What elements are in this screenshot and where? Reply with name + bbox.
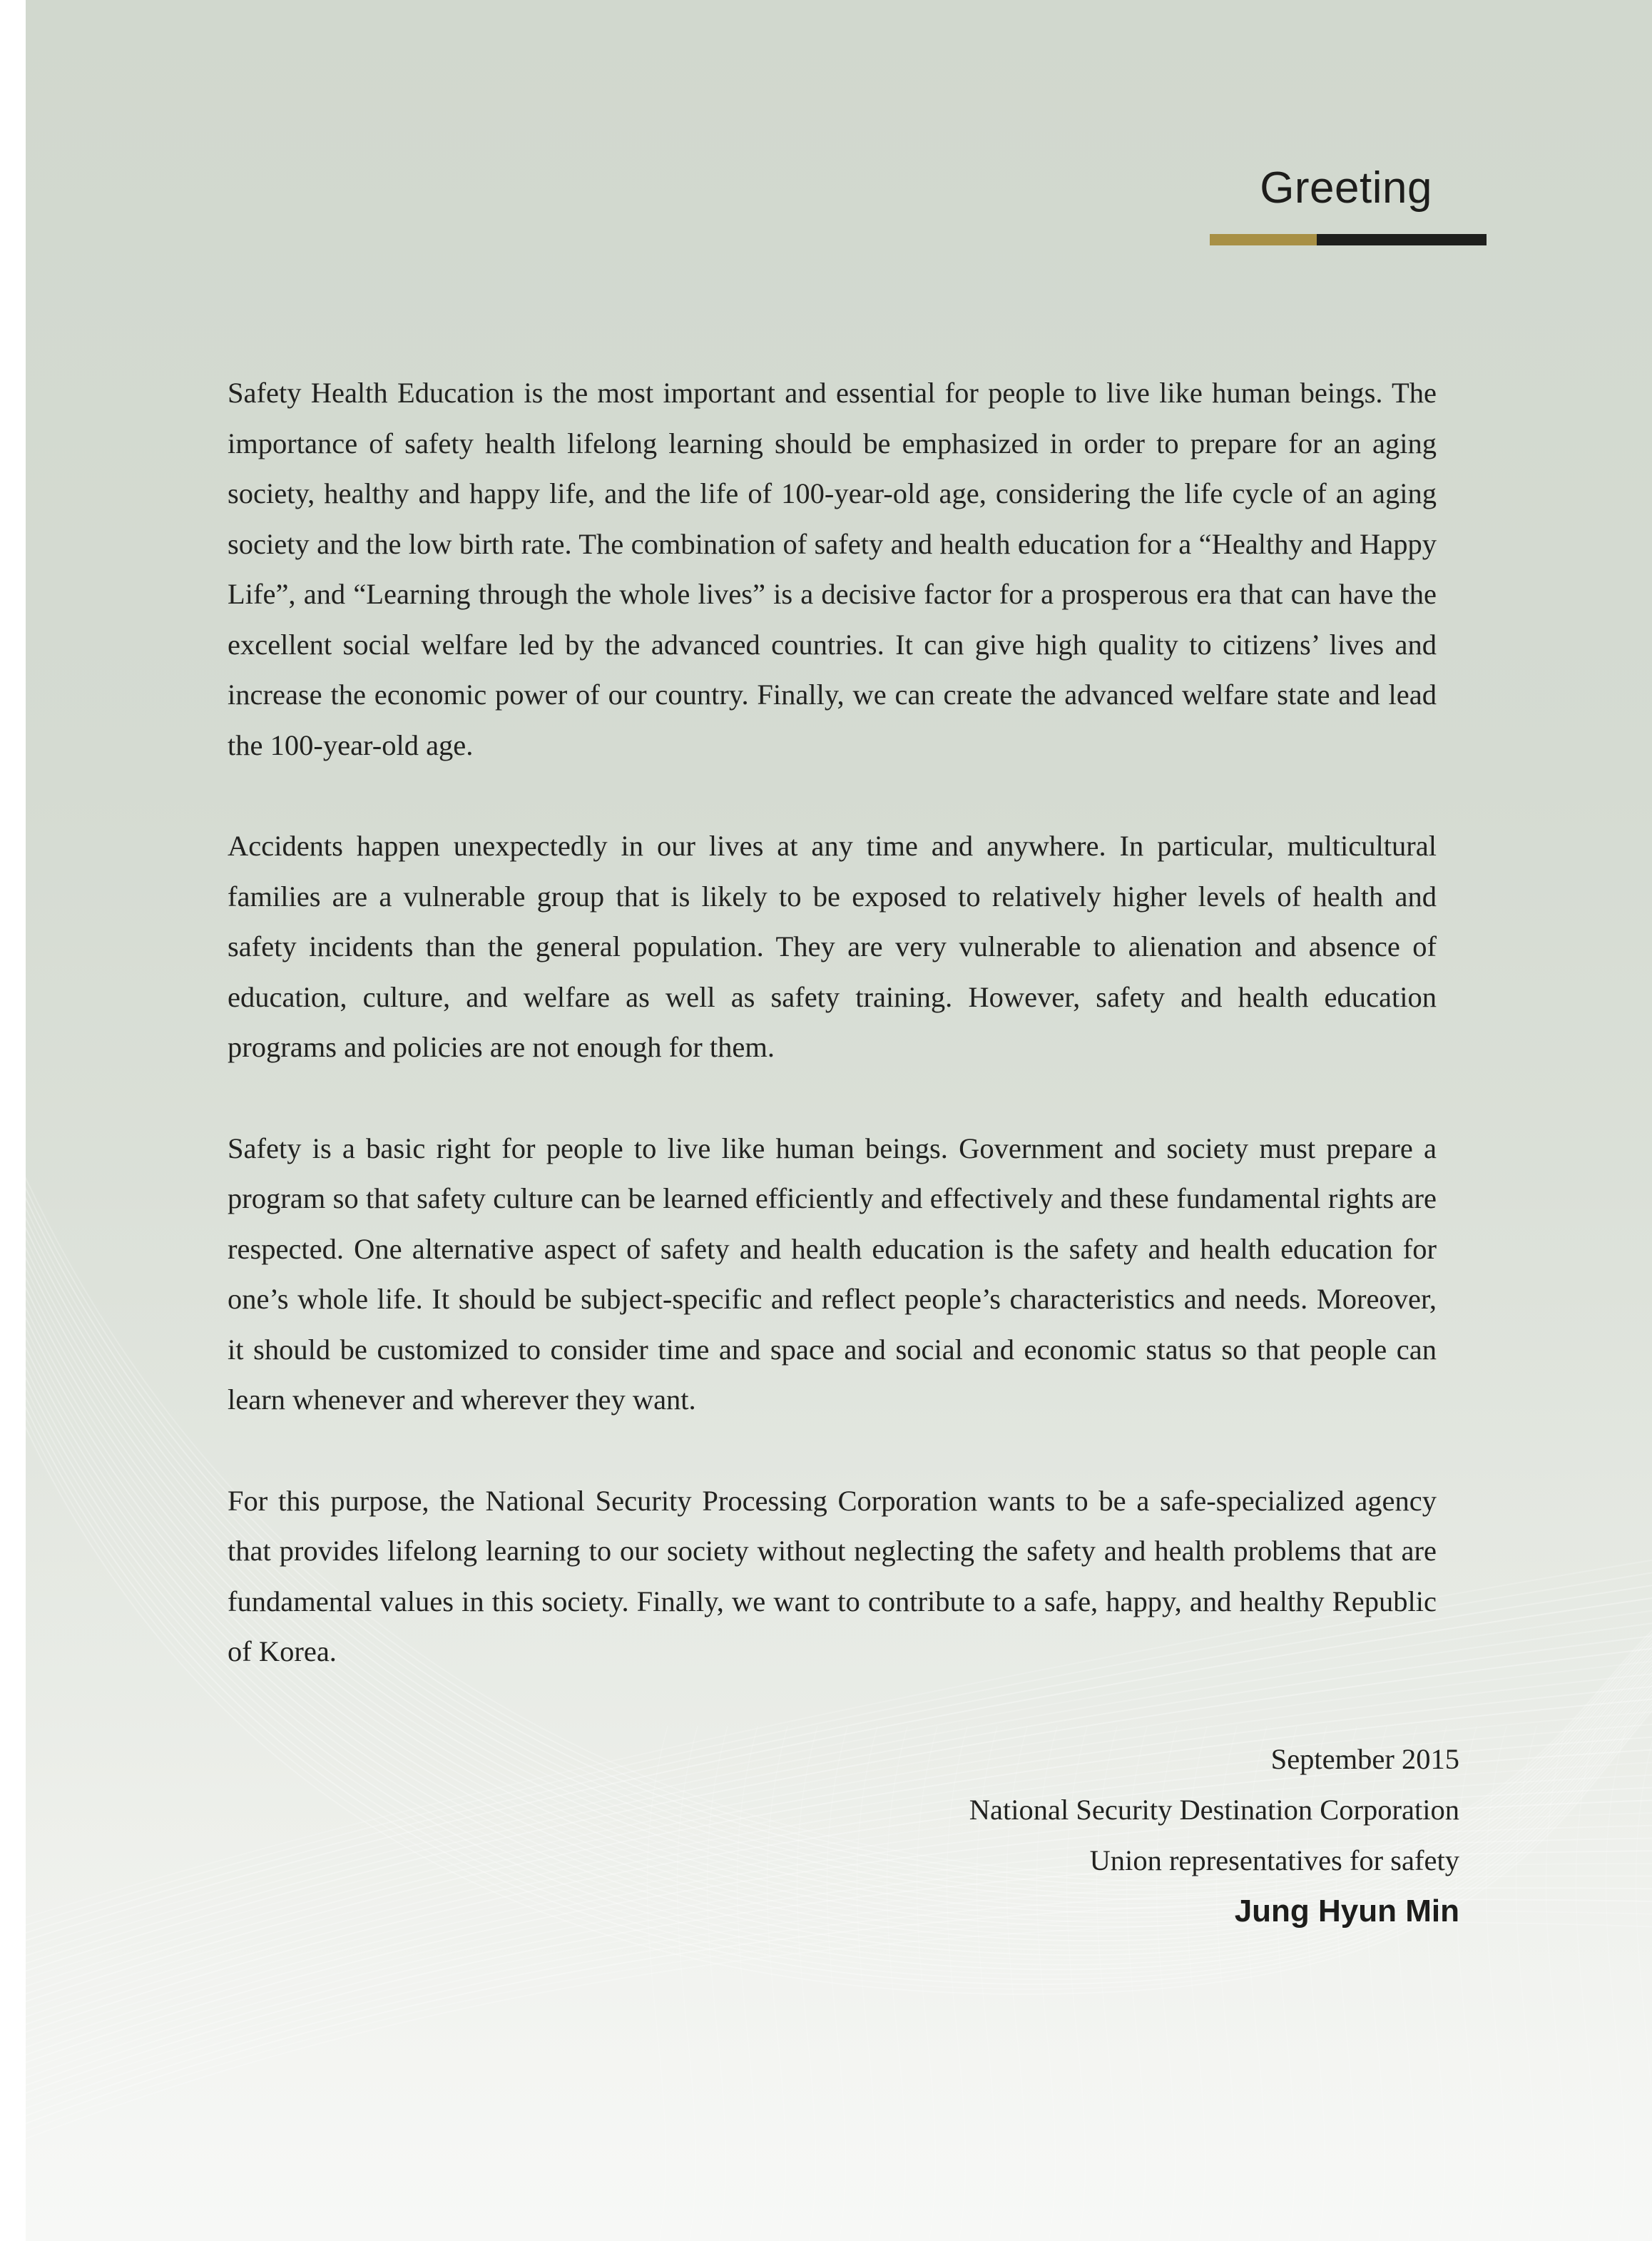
greeting-body <box>228 368 1437 1728</box>
paragraph-3: Safety is a basic right for people to live like human beings. Government and society must prepare a program so that safety culture can be learned efficiently and effectively and these fundamental rights are respected. One alternative aspect of safety and health education is the safety and health education for one’s whole life. It should be subject-specific and reflect people’s characteristics and needs. Moreover, it should be customized to consider time and space and social and economic status so that people can learn whenever and wherever they want. <box>228 1132 1437 1416</box>
signature-block <box>969 1734 1459 1937</box>
signature-role: Union representatives for safety <box>1089 1844 1459 1876</box>
page-title: Greeting <box>1260 163 1432 213</box>
title-underline-gold <box>1210 234 1317 245</box>
signature-organization: National Security Destination Corporation <box>969 1794 1459 1826</box>
paragraph-1: Safety Health Education is the most important and essential for people to live like human beings. The importance of safety health lifelong learning should be emphasized in order to prepare for an aging society, healthy and happy life, and the life of 100-year-old age, considering the life cycle of an aging society and the low birth rate. The combination of safety and health education for a “Healthy and Happy Life”, and “Learning through the whole lives” is a decisive factor for a prosperous era that can have the excellent social welfare led by the advanced countries. It can give high quality to citizens’ lives and increase the economic power of our country. Finally, we can create the advanced welfare state and lead the 100-year-old age. <box>228 377 1437 761</box>
greeting-page <box>26 0 1652 2241</box>
signature-name: Jung Hyun Min <box>1234 1894 1459 1929</box>
title-underline <box>1210 234 1487 245</box>
paragraph-4: For this purpose, the National Security Processing Corporation wants to be a safe-specialized agency that provides lifelong learning to our society without neglecting the safety and health problems that are fundamental values in this society. Finally, we want to contribute to a safe, happy, and healthy Republic of Korea. <box>228 1484 1437 1667</box>
paragraph-2: Accidents happen unexpectedly in our lives at any time and anywhere. In particular, multicultural families are a vulnerable group that is likely to be exposed to relatively higher levels of health and safety incidents than the general population. They are very vulnerable to alienation and absence of education, culture, and welfare as well as safety training. However, safety and health education programs and policies are not enough for them. <box>228 830 1437 1063</box>
title-underline-dark <box>1317 234 1487 245</box>
signature-date: September 2015 <box>1270 1743 1459 1775</box>
